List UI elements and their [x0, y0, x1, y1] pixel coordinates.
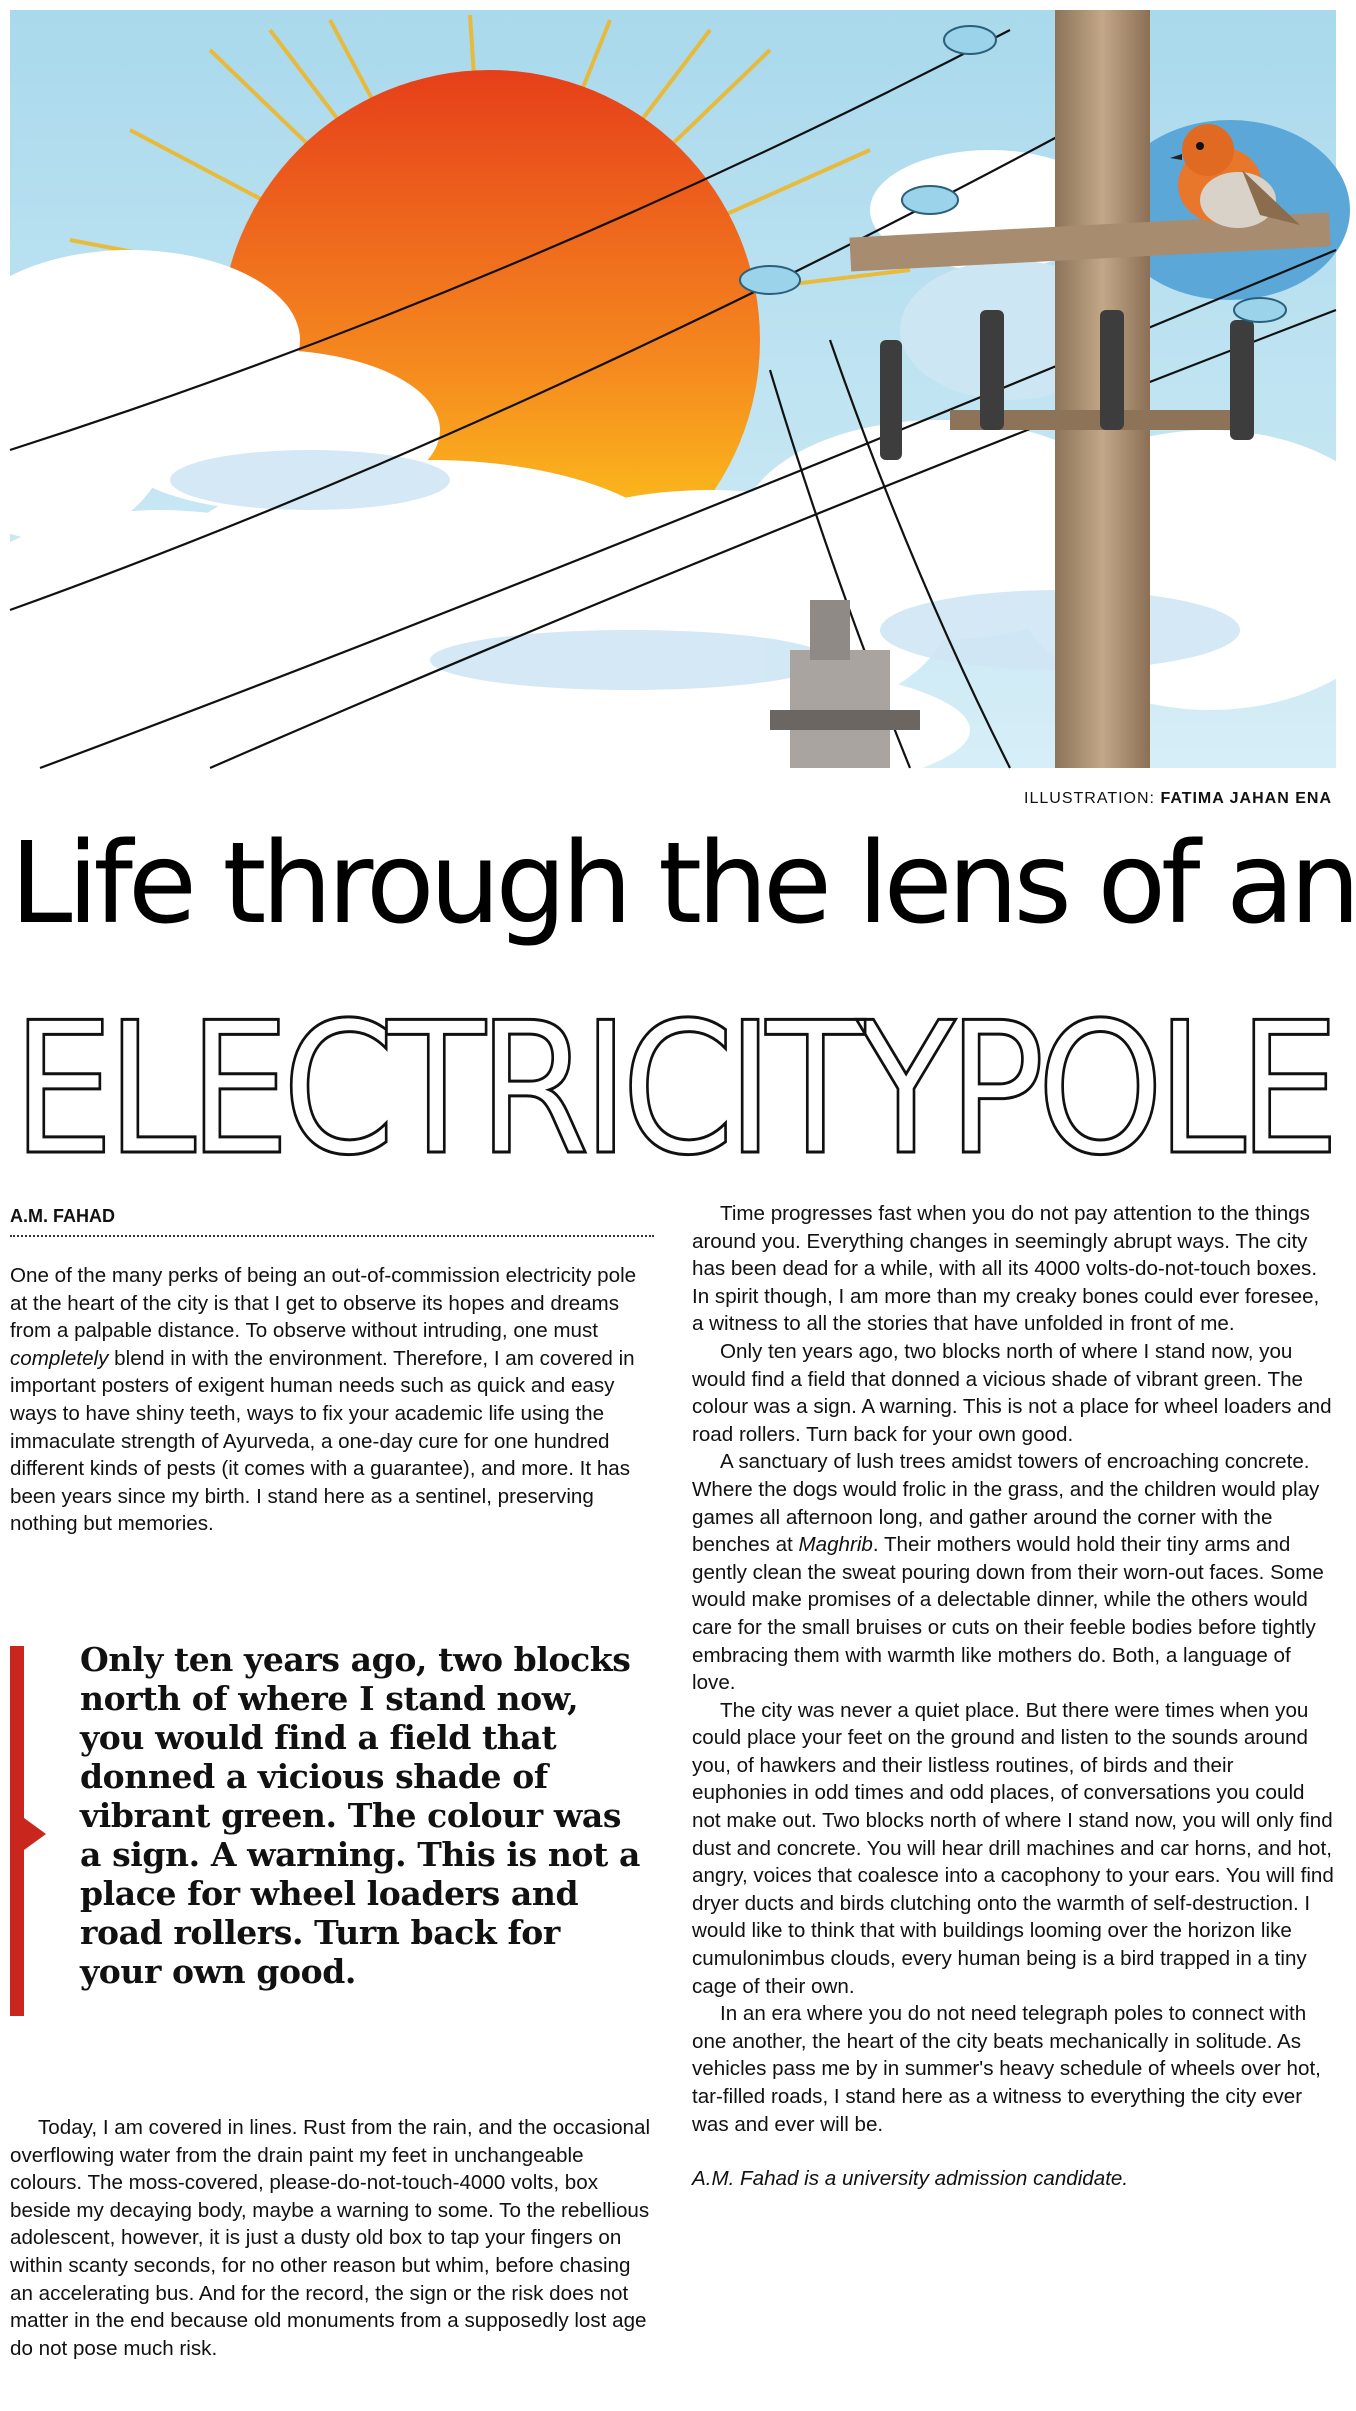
paragraph-1: Time progresses fast when you do not pay attention to the things around you. Everything changes in seemingly abrupt ways. The city has been dead for a while, with all its 4000 volts-do-not-touch boxes. In spirit though, I am more than my creaky bones could ever foresee, a witness to all the stories that have unfolded in front of me. — [692, 1202, 1320, 1336]
pull-quote-text: Only ten years ago, two blocks north of where I stand now, you would find a field that donned a vicious shade of vibrant green. The colour was a sign. A warning. This is not a place for wheel loaders and road rollers. Turn back for your own good. — [80, 1640, 640, 1991]
paragraph-today: Today, I am covered in lines. Rust from the rain, and the occasional overflowing water from the drain paint my feet in unchangeable colours. The moss-covered, please-do-not-touch-4000 volts, box beside my decaying body, maybe a warning to some. To the rebellious adolescent, however, it is just a dusty old box to tap your fingers on within scanty seconds, for no other reason but whim, before chasing an accelerating bus. And for the record, the sign or the risk does not matter in the end because old monuments from a supposedly lost age do not pose much risk. — [10, 2116, 651, 2360]
left-column-top — [10, 1262, 658, 1538]
headline-line-1: Life through the lens of an — [10, 819, 1356, 949]
pull-quote-arrow-icon — [24, 1818, 46, 1850]
intro-paragraph: One of the many perks of being an out-of-commission electricity pole at the heart of the city is that I get to observe its hopes and dreams from a palpable distance. To observe without intruding, one must completely blend in with the environment. Therefore, I am covered in important posters of exigent human needs such as quick and easy ways to have shiny teeth, ways to fix your academic life using the immaculate strength of Ayurveda, a one-day cure for one hundred different kinds of pests (it comes with a guarantee), and more. It has been years since my birth. I stand here as a sentinel, preserving nothing but memories. — [10, 1264, 637, 1536]
paragraph-3: A sanctuary of lush trees amidst towers of encroaching concrete. Where the dogs would frolic in the grass, and the children would play games all afternoon long, and gather around the corner with the benches at Maghrib. Their mothers would hold their tiny arms and gently clean the sweat pouring down from their worn-out faces. Some would make promises of a delectable dinner, while the others would care for the small bruises or cuts on their feeble bodies before tightly embracing them with warmth like mothers do. Both, a language of love. — [692, 1450, 1324, 1695]
headline-line-2 — [12, 983, 1342, 1195]
headline-outline-text: ELECTRICITYPOLE — [12, 983, 1332, 1195]
illustration-credit — [1024, 790, 1332, 808]
pull-quote — [10, 1640, 650, 2025]
paragraph-4: The city was never a quiet place. But there were times when you could place your feet on the ground and listen to the sounds around you, of hawkers and their listless routines, of birds and their euphonies in odd times and odd places, of conversations you could not make out. Two blocks north of where I stand now, you will only find dust and concrete. You will hear drill machines and car horns, and hot, angry, voices that coalesce into a cacophony to your ears. You will find dryer ducts and birds clutching onto the warmth of self-destruction. I would like to think that with buildings looming over the horizon like cumulonimbus clouds, every human being is a bird trapped in a tiny cage of their own. — [692, 1698, 1334, 1998]
byline: A.M. FAHAD — [10, 1206, 654, 1237]
paragraph-5: In an era where you do not need telegraph poles to connect with one another, the heart of the city beats mechanically in solitude. As vehicles pass me by in summer's heavy schedule of wheels over hot, tar-filled roads, I stand here as a witness to everything the city ever was and ever will be. — [692, 2002, 1321, 2136]
author-note: A.M. Fahad is a university admission candidate. — [692, 2167, 1129, 2191]
credit-label: ILLUSTRATION: — [1024, 790, 1155, 807]
credit-name: FATIMA JAHAN ENA — [1160, 790, 1332, 807]
paragraph-2: Only ten years ago, two blocks north of where I stand now, you would find a field that donned a vicious shade of vibrant green. The colour was a sign. A warning. This is not a place for wheel loaders and road rollers. Turn back for your own good. — [692, 1339, 1332, 1446]
illustration — [10, 10, 1336, 768]
left-column-bottom — [10, 2114, 658, 2362]
pull-quote-bar — [10, 1646, 24, 2016]
right-column — [692, 1200, 1334, 2193]
